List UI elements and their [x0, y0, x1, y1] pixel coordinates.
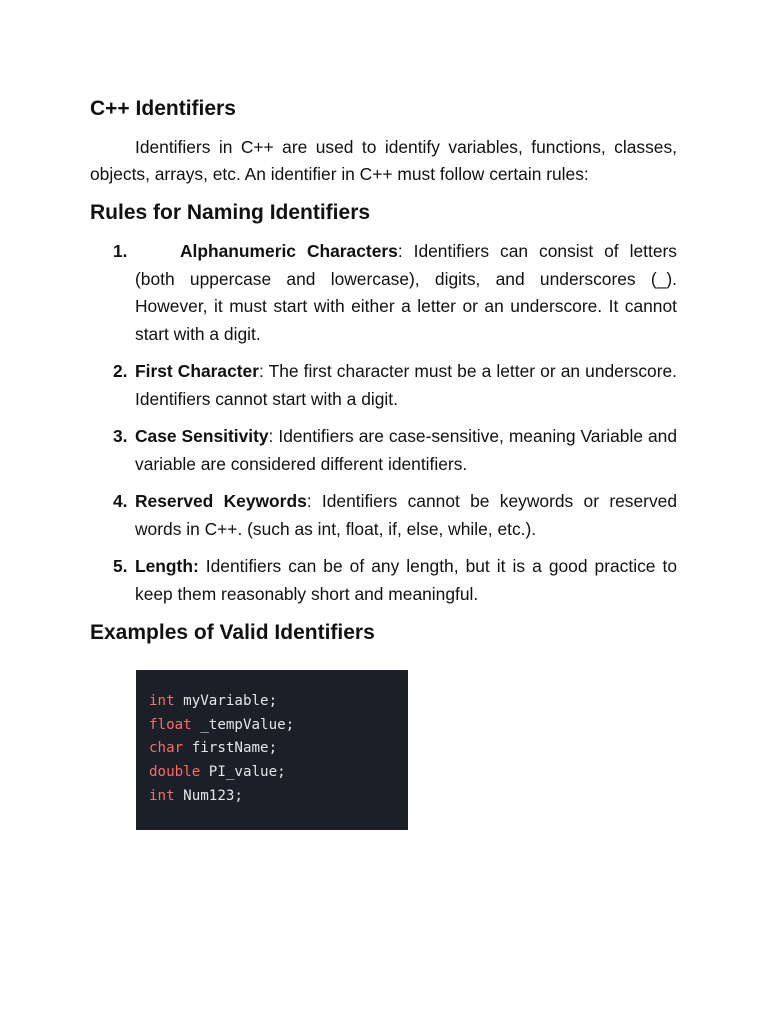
- rule-number: 1.: [113, 241, 128, 261]
- rule-separator: :: [397, 241, 403, 261]
- code-line: [149, 714, 408, 738]
- rule-term: Reserved Keywords: [135, 491, 307, 511]
- rule-term: First Character: [135, 361, 259, 381]
- examples-heading: Examples of Valid Identifiers: [90, 621, 375, 644]
- rule-text: Identifiers cannot be keywords or reserved words in C++. (such as int, float, if, else, while, etc.).: [135, 491, 677, 539]
- rule-separator: :: [268, 426, 274, 446]
- rule-number: 4.: [113, 491, 128, 511]
- code-keyword: int: [149, 787, 175, 804]
- rule-item: [90, 488, 677, 543]
- rule-text: The first character must be a letter or an underscore. Identifiers cannot start with a digit.: [135, 361, 677, 409]
- rule-item: [90, 358, 677, 413]
- rule-term: Alphanumeric Characters: [180, 241, 398, 261]
- code-keyword: int: [149, 693, 175, 709]
- rule-text: Identifiers are case-sensitive, meaning Variable and variable are considered different identifiers.: [135, 426, 677, 474]
- code-identifier: PI_value;: [200, 764, 286, 781]
- rules-heading: Rules for Naming Identifiers: [90, 201, 371, 224]
- rule-term: Case Sensitivity: [135, 426, 269, 446]
- rule-separator: :: [306, 491, 312, 511]
- rule-separator: :: [258, 361, 264, 381]
- code-line: [149, 690, 408, 714]
- code-keyword: double: [149, 764, 201, 781]
- code-line: [149, 785, 408, 809]
- code-identifier: firstName;: [183, 740, 278, 757]
- code-line: [149, 761, 408, 785]
- rule-text: Identifiers can consist of letters (both uppercase and lowercase), digits, and underscores (_). However, it must start with either a letter or an underscore. It cannot start with a digit.: [135, 241, 677, 344]
- rules-list: [90, 238, 677, 608]
- intro-paragraph: Identifiers in C++ are used to identify variables, functions, classes, objects, arrays, etc. An identifier in C++ must follow certain rules:: [90, 137, 677, 184]
- code-identifier: myVariable;: [174, 693, 278, 709]
- rule-item: [90, 423, 677, 478]
- rule-item: [90, 238, 677, 348]
- code-identifier: _tempValue;: [191, 716, 295, 733]
- code-block: [136, 670, 408, 830]
- rule-number: 2.: [113, 361, 128, 381]
- code-keyword: char: [149, 740, 184, 757]
- document-content: [90, 94, 677, 648]
- rule-term: Length:: [135, 556, 199, 576]
- code-keyword: float: [149, 716, 192, 733]
- rule-text: Identifiers can be of any length, but it is a good practice to keep them reasonably short and meaningful.: [135, 556, 677, 604]
- code-line: [149, 737, 408, 761]
- code-identifier: Num123;: [174, 787, 243, 804]
- page-title: C++ Identifiers: [90, 97, 236, 120]
- rule-item: [90, 553, 677, 608]
- rule-number: 5.: [113, 556, 128, 576]
- rule-number: 3.: [113, 426, 128, 446]
